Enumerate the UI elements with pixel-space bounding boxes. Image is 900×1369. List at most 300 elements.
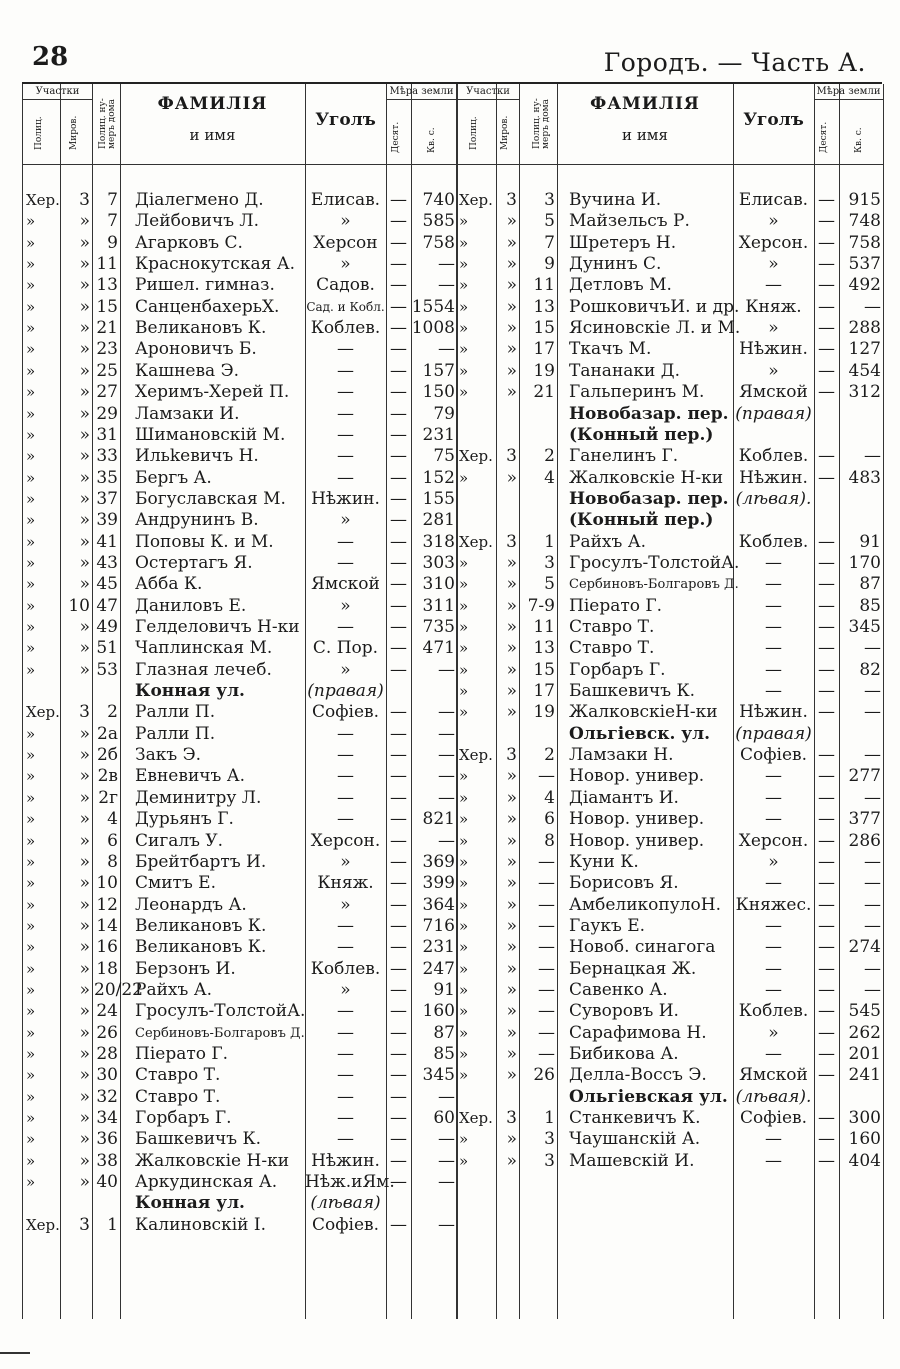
register-row xyxy=(23,382,457,403)
owner-name: Жалковскіе Н-ки xyxy=(569,467,724,488)
owner-name: Піерато Г. xyxy=(135,1044,229,1064)
house-number: 35 xyxy=(96,467,118,488)
sq-sazhen-value: — xyxy=(864,446,881,467)
desyatiny-value: — xyxy=(390,1001,407,1022)
register-row xyxy=(23,873,457,894)
magistrate-district: 3 xyxy=(506,745,517,766)
magistrate-district: » xyxy=(79,360,90,381)
owner-name: Ставро Т. xyxy=(569,617,655,637)
police-district: » xyxy=(459,596,469,615)
magistrate-district: » xyxy=(79,1001,90,1022)
police-district: » xyxy=(26,489,36,508)
magistrate-district: » xyxy=(79,382,90,403)
register-row xyxy=(457,702,883,723)
sq-sazhen-value: 288 xyxy=(848,318,881,339)
police-district: » xyxy=(26,938,36,957)
sq-sazhen-value: 716 xyxy=(422,915,455,936)
owner-name: Конная ул. xyxy=(135,1193,245,1214)
sq-sazhen-value: 300 xyxy=(848,1108,881,1129)
sq-sazhen-value: — xyxy=(438,766,455,787)
corner-street: Елисав. xyxy=(310,190,381,210)
register-row xyxy=(23,233,457,254)
desyatiny-value: — xyxy=(818,595,835,616)
house-number: 2в xyxy=(97,766,118,787)
owner-name: Абба К. xyxy=(135,574,203,595)
magistrate-district: » xyxy=(506,232,517,253)
corner-street: (лѣвая). xyxy=(735,1086,812,1107)
owner-name: СанценбахерьХ. xyxy=(135,296,280,317)
desyatiny-value: — xyxy=(390,915,407,936)
register-row xyxy=(23,1065,457,1086)
corner-street: » xyxy=(340,979,351,1000)
owner-name: Ставро Т. xyxy=(135,1086,221,1107)
police-district: » xyxy=(26,1130,36,1149)
owner-name: Сигалъ У. xyxy=(135,830,224,851)
owner-name: Гаукъ Е. xyxy=(569,915,646,936)
sq-sazhen-value: 82 xyxy=(859,659,881,680)
corner-street: Нѣжин. xyxy=(311,488,380,509)
sq-sazhen-value: 758 xyxy=(848,232,881,253)
register-row xyxy=(23,638,457,659)
register-row xyxy=(457,339,883,360)
police-district: » xyxy=(26,639,36,658)
owner-name: Закъ Э. xyxy=(135,745,201,766)
house-number: 14 xyxy=(96,915,118,936)
desyatiny-value: — xyxy=(818,1001,835,1022)
house-number: 7 xyxy=(107,190,118,210)
magistrate-district: » xyxy=(506,595,517,616)
sq-sazhen-value: — xyxy=(438,830,455,851)
corner-street: — xyxy=(337,745,354,766)
house-number: 4 xyxy=(107,809,118,830)
desyatiny-value: — xyxy=(818,1065,835,1086)
police-district: » xyxy=(459,959,469,978)
sq-sazhen-value: 277 xyxy=(848,766,881,787)
house-number: 2б xyxy=(96,745,118,766)
corner-street: — xyxy=(337,787,354,808)
owner-name: Діалегмено Д. xyxy=(135,190,264,210)
owner-name: Калиновскій І. xyxy=(135,1214,266,1235)
desyatiny-value: — xyxy=(818,681,835,702)
police-district: » xyxy=(26,1151,36,1170)
register-row xyxy=(457,1151,883,1172)
register-row xyxy=(23,831,457,852)
register-row xyxy=(457,873,883,894)
magistrate-district: » xyxy=(79,958,90,979)
register-row xyxy=(457,1129,883,1150)
house-number: 45 xyxy=(96,574,118,595)
sq-sazhen-value: 127 xyxy=(848,339,881,360)
sq-sazhen-value: 160 xyxy=(848,1129,881,1150)
register-row xyxy=(457,638,883,659)
sq-sazhen-value: 312 xyxy=(848,382,881,403)
house-number: 40 xyxy=(96,1172,118,1193)
desyatiny-value: — xyxy=(390,787,407,808)
house-number: 5 xyxy=(544,211,555,232)
register-row xyxy=(457,211,883,232)
desyatiny-value: — xyxy=(390,937,407,958)
magistrate-district: » xyxy=(506,830,517,851)
sq-sazhen-value: — xyxy=(864,851,881,872)
owner-name: Чаушанскій А. xyxy=(569,1129,701,1150)
corner-street: Софіев. xyxy=(311,1214,380,1235)
house-number: — xyxy=(538,937,555,958)
sq-sazhen-value: 87 xyxy=(433,1022,455,1043)
desyatiny-value: — xyxy=(818,552,835,573)
owner-name: Дунинъ С. xyxy=(569,254,662,275)
desyatiny-value: — xyxy=(390,809,407,830)
police-district: » xyxy=(26,511,36,530)
desyatiny-value: — xyxy=(818,745,835,766)
register-row xyxy=(23,1215,457,1236)
owner-name: Куни К. xyxy=(569,851,639,872)
desyatiny-value: — xyxy=(818,1044,835,1064)
owner-name: Новор. универ. xyxy=(569,766,705,787)
house-number: 30 xyxy=(96,1065,118,1086)
sq-sazhen-value: 160 xyxy=(422,1001,455,1022)
header-familia-right: ФАМИЛІЯ xyxy=(590,94,700,114)
magistrate-district: » xyxy=(79,1172,90,1193)
police-district: » xyxy=(26,831,36,850)
desyatiny-value: — xyxy=(818,446,835,467)
sq-sazhen-value: — xyxy=(438,659,455,680)
desyatiny-value: — xyxy=(390,873,407,894)
corner-street: Нѣжин. xyxy=(739,702,808,723)
sq-sazhen-value: 85 xyxy=(433,1044,455,1064)
desyatiny-value: — xyxy=(818,873,835,894)
register-row xyxy=(457,681,883,702)
header-imya-right: и имя xyxy=(622,126,668,144)
desyatiny-value: — xyxy=(390,638,407,659)
corner-street: » xyxy=(340,659,351,680)
corner-street: Нѣж.иЯм. xyxy=(305,1172,395,1193)
owner-name: Новор. универ. xyxy=(569,830,705,851)
magistrate-district: » xyxy=(79,617,90,637)
owner-name: Поповы К. и М. xyxy=(135,531,274,552)
magistrate-district: » xyxy=(506,1044,517,1064)
house-number: 36 xyxy=(96,1129,118,1150)
magistrate-district: » xyxy=(79,809,90,830)
corner-street: Херсон xyxy=(313,232,378,253)
magistrate-district: » xyxy=(506,617,517,637)
register-row xyxy=(23,766,457,787)
register-row xyxy=(23,1129,457,1150)
corner-street: Ямской xyxy=(739,1065,808,1086)
house-number: — xyxy=(538,958,555,979)
owner-name: Даниловъ Е. xyxy=(135,595,247,616)
register-row xyxy=(457,254,883,275)
owner-name: Шимановскій М. xyxy=(135,424,286,445)
desyatiny-value: — xyxy=(390,766,407,787)
header-mirov: Миров. xyxy=(69,115,79,151)
police-district: » xyxy=(26,404,36,423)
owner-name: Новор. универ. xyxy=(569,809,705,830)
register-row xyxy=(23,660,457,681)
owner-name: Глазная лечеб. xyxy=(135,659,272,680)
house-number: 41 xyxy=(96,531,118,552)
magistrate-district: » xyxy=(506,296,517,317)
desyatiny-value: — xyxy=(390,296,407,317)
corner-street: — xyxy=(337,617,354,637)
corner-street: Коблев. xyxy=(738,1001,809,1022)
house-number: 19 xyxy=(533,360,555,381)
running-head: Городъ. — Часть А. xyxy=(603,48,866,77)
house-number: 6 xyxy=(544,809,555,830)
sq-sazhen-value: 286 xyxy=(848,830,881,851)
desyatiny-value: — xyxy=(390,617,407,637)
desyatiny-value: — xyxy=(818,1150,835,1171)
desyatiny-value: — xyxy=(390,574,407,595)
owner-name: Сербиновъ-Болгаровъ Д. xyxy=(569,577,739,593)
corner-street: Елисав. xyxy=(738,190,809,210)
sq-sazhen-value: 85 xyxy=(859,595,881,616)
sq-sazhen-value: 231 xyxy=(422,937,455,958)
sq-sazhen-value: — xyxy=(864,894,881,915)
owner-name: Ильkевичъ Н. xyxy=(135,446,259,467)
register-row xyxy=(457,361,883,382)
register-row xyxy=(23,852,457,873)
corner-street: Княж. xyxy=(745,296,802,317)
owner-name: Новобазар. пер. xyxy=(569,488,729,509)
corner-street: — xyxy=(765,1044,782,1064)
police-district: » xyxy=(26,361,36,380)
magistrate-district: » xyxy=(506,1001,517,1022)
house-number: 9 xyxy=(107,232,118,253)
police-district: Хер. xyxy=(459,532,493,551)
desyatiny-value: — xyxy=(390,1044,407,1064)
register-row xyxy=(457,233,883,254)
sq-sazhen-value: 241 xyxy=(848,1065,881,1086)
corner-street xyxy=(733,425,814,446)
sq-sazhen-value: 281 xyxy=(422,510,455,531)
register-row xyxy=(457,318,883,339)
owner-name: Майзельсъ Р. xyxy=(569,211,690,232)
register-row xyxy=(457,852,883,873)
house-number: 10 xyxy=(96,873,118,894)
police-district: » xyxy=(459,1151,469,1170)
register-row xyxy=(23,1044,457,1065)
street-heading-row xyxy=(23,681,457,702)
police-district: » xyxy=(26,724,36,743)
corner-street xyxy=(733,510,814,531)
desyatiny-value: — xyxy=(390,851,407,872)
desyatiny-value: — xyxy=(818,531,835,552)
sq-sazhen-value: — xyxy=(864,873,881,894)
sq-sazhen-value: 60 xyxy=(433,1108,455,1129)
sq-sazhen-value: — xyxy=(438,1214,455,1235)
police-district: » xyxy=(459,383,469,402)
desyatiny-value: — xyxy=(818,232,835,253)
corner-street: — xyxy=(765,979,782,1000)
owner-name: Брейтбартъ И. xyxy=(135,851,267,872)
house-number: 31 xyxy=(96,424,118,445)
owner-name: Великановъ К. xyxy=(135,915,267,936)
magistrate-district: » xyxy=(79,318,90,339)
corner-street: — xyxy=(337,467,354,488)
house-number: 33 xyxy=(96,446,118,467)
magistrate-district: » xyxy=(506,552,517,573)
right-register-table xyxy=(456,84,884,1319)
sq-sazhen-value: 152 xyxy=(422,467,455,488)
house-number: — xyxy=(538,979,555,1000)
sq-sazhen-value: — xyxy=(864,638,881,659)
magistrate-district: » xyxy=(79,851,90,872)
sq-sazhen-value: — xyxy=(438,723,455,744)
owner-name: Ставро Т. xyxy=(569,638,655,659)
house-number: 1 xyxy=(544,531,555,552)
house-number: 13 xyxy=(96,275,118,296)
magistrate-district: » xyxy=(506,787,517,808)
police-district: » xyxy=(459,553,469,572)
desyatiny-value: — xyxy=(818,638,835,659)
sq-sazhen-value: — xyxy=(438,745,455,766)
magistrate-district: » xyxy=(79,254,90,275)
police-district: » xyxy=(26,746,36,765)
owner-name: Райхъ А. xyxy=(135,979,212,1000)
register-row xyxy=(23,937,457,958)
corner-street: — xyxy=(337,339,354,360)
magistrate-district: » xyxy=(506,318,517,339)
corner-street: Сад. и Кобл. xyxy=(306,299,385,314)
sq-sazhen-value: 274 xyxy=(848,937,881,958)
sq-sazhen-value: 483 xyxy=(848,467,881,488)
desyatiny-value: — xyxy=(818,318,835,339)
house-number: 13 xyxy=(533,638,555,659)
register-row xyxy=(23,318,457,339)
sq-sazhen-value: 492 xyxy=(848,275,881,296)
magistrate-district: » xyxy=(79,979,90,1000)
corner-street: — xyxy=(337,766,354,787)
owner-name: Остертагъ Я. xyxy=(135,552,253,573)
magistrate-district: » xyxy=(506,809,517,830)
header-uchastki: Участки xyxy=(35,86,80,97)
register-row xyxy=(23,596,457,617)
house-number: 12 xyxy=(96,894,118,915)
header-ugol-right: Уголъ xyxy=(743,110,804,130)
magistrate-district: » xyxy=(506,1022,517,1043)
magistrate-district: » xyxy=(506,915,517,936)
sq-sazhen-value: 1008 xyxy=(411,318,455,339)
header-desyat-right: Десят. xyxy=(819,121,829,153)
owner-name: Леонардъ А. xyxy=(135,894,247,915)
police-district: » xyxy=(459,703,469,722)
register-row xyxy=(457,617,883,638)
register-row xyxy=(23,895,457,916)
police-district: Хер. xyxy=(459,191,493,209)
house-number: 49 xyxy=(96,617,118,637)
desyatiny-value: — xyxy=(818,382,835,403)
owner-name: Машевскій И. xyxy=(569,1150,695,1171)
corner-street: » xyxy=(340,595,351,616)
desyatiny-value: — xyxy=(390,1172,407,1193)
corner-street: Коблев. xyxy=(738,446,809,467)
police-district: » xyxy=(459,660,469,679)
magistrate-district: » xyxy=(79,403,90,424)
corner-street: — xyxy=(765,659,782,680)
corner-street: Садов. xyxy=(316,275,375,296)
magistrate-district: 10 xyxy=(68,595,90,616)
police-district: » xyxy=(26,852,36,871)
police-district: » xyxy=(459,810,469,829)
magistrate-district: » xyxy=(79,446,90,467)
magistrate-district: » xyxy=(79,745,90,766)
house-number: 5 xyxy=(544,574,555,595)
house-number: 23 xyxy=(96,339,118,360)
street-heading-row xyxy=(457,489,883,510)
header-ugol: Уголъ xyxy=(315,110,376,130)
corner-street: » xyxy=(768,318,779,339)
house-number: 39 xyxy=(96,510,118,531)
register-row xyxy=(23,211,457,232)
house-number: 7 xyxy=(107,211,118,232)
corner-street: Херсон. xyxy=(310,830,381,851)
police-district: » xyxy=(26,810,36,829)
desyatiny-value: — xyxy=(818,190,835,210)
magistrate-district: » xyxy=(506,958,517,979)
magistrate-district: » xyxy=(506,873,517,894)
corner-street: (правая) xyxy=(307,681,384,702)
register-row xyxy=(457,809,883,830)
desyatiny-value: — xyxy=(390,1150,407,1171)
owner-name: Богуславская М. xyxy=(135,488,286,509)
police-district: » xyxy=(26,575,36,594)
house-number: 2 xyxy=(107,702,118,723)
owner-name: Евневичъ А. xyxy=(135,766,246,787)
owner-name: Конная ул. xyxy=(135,681,245,702)
sq-sazhen-value: — xyxy=(438,1172,455,1193)
owner-name: Деминитру Л. xyxy=(135,787,262,808)
house-number: — xyxy=(538,766,555,787)
desyatiny-value: — xyxy=(818,360,835,381)
corner-street: — xyxy=(765,937,782,958)
sq-sazhen-value: 585 xyxy=(422,211,455,232)
sq-sazhen-value: 915 xyxy=(848,190,881,210)
police-district: » xyxy=(459,233,469,252)
corner-street: — xyxy=(337,723,354,744)
house-number: 24 xyxy=(96,1001,118,1022)
police-district: Хер. xyxy=(459,746,493,765)
magistrate-district: 3 xyxy=(506,190,517,210)
owner-name: ЖалковскіеН-ки xyxy=(569,702,718,723)
house-number: 7-9 xyxy=(527,595,555,616)
magistrate-district: » xyxy=(79,574,90,595)
house-number: — xyxy=(538,873,555,894)
sq-sazhen-value: 364 xyxy=(422,894,455,915)
police-district: » xyxy=(26,468,36,487)
house-number: 29 xyxy=(96,403,118,424)
police-district: » xyxy=(459,1002,469,1021)
owner-name: Станкевичъ К. xyxy=(569,1108,701,1129)
owner-name: Херимъ-Херей П. xyxy=(135,382,290,403)
register-row xyxy=(457,895,883,916)
police-district: » xyxy=(459,788,469,807)
header-desyat: Десят. xyxy=(391,121,401,153)
corner-street: — xyxy=(765,809,782,830)
owner-name: Савенко А. xyxy=(569,979,668,1000)
corner-street: » xyxy=(768,851,779,872)
police-district: » xyxy=(459,682,469,701)
desyatiny-value: — xyxy=(390,339,407,360)
register-row xyxy=(23,510,457,531)
sq-sazhen-value: — xyxy=(438,1086,455,1107)
owner-name: Ароновичъ Б. xyxy=(135,339,257,360)
magistrate-district: » xyxy=(79,766,90,787)
magistrate-district: » xyxy=(79,873,90,894)
house-number: 4 xyxy=(544,467,555,488)
corner-street: » xyxy=(768,1022,779,1043)
desyatiny-value: — xyxy=(390,552,407,573)
header-kv-right: Кв. с. xyxy=(854,127,864,153)
